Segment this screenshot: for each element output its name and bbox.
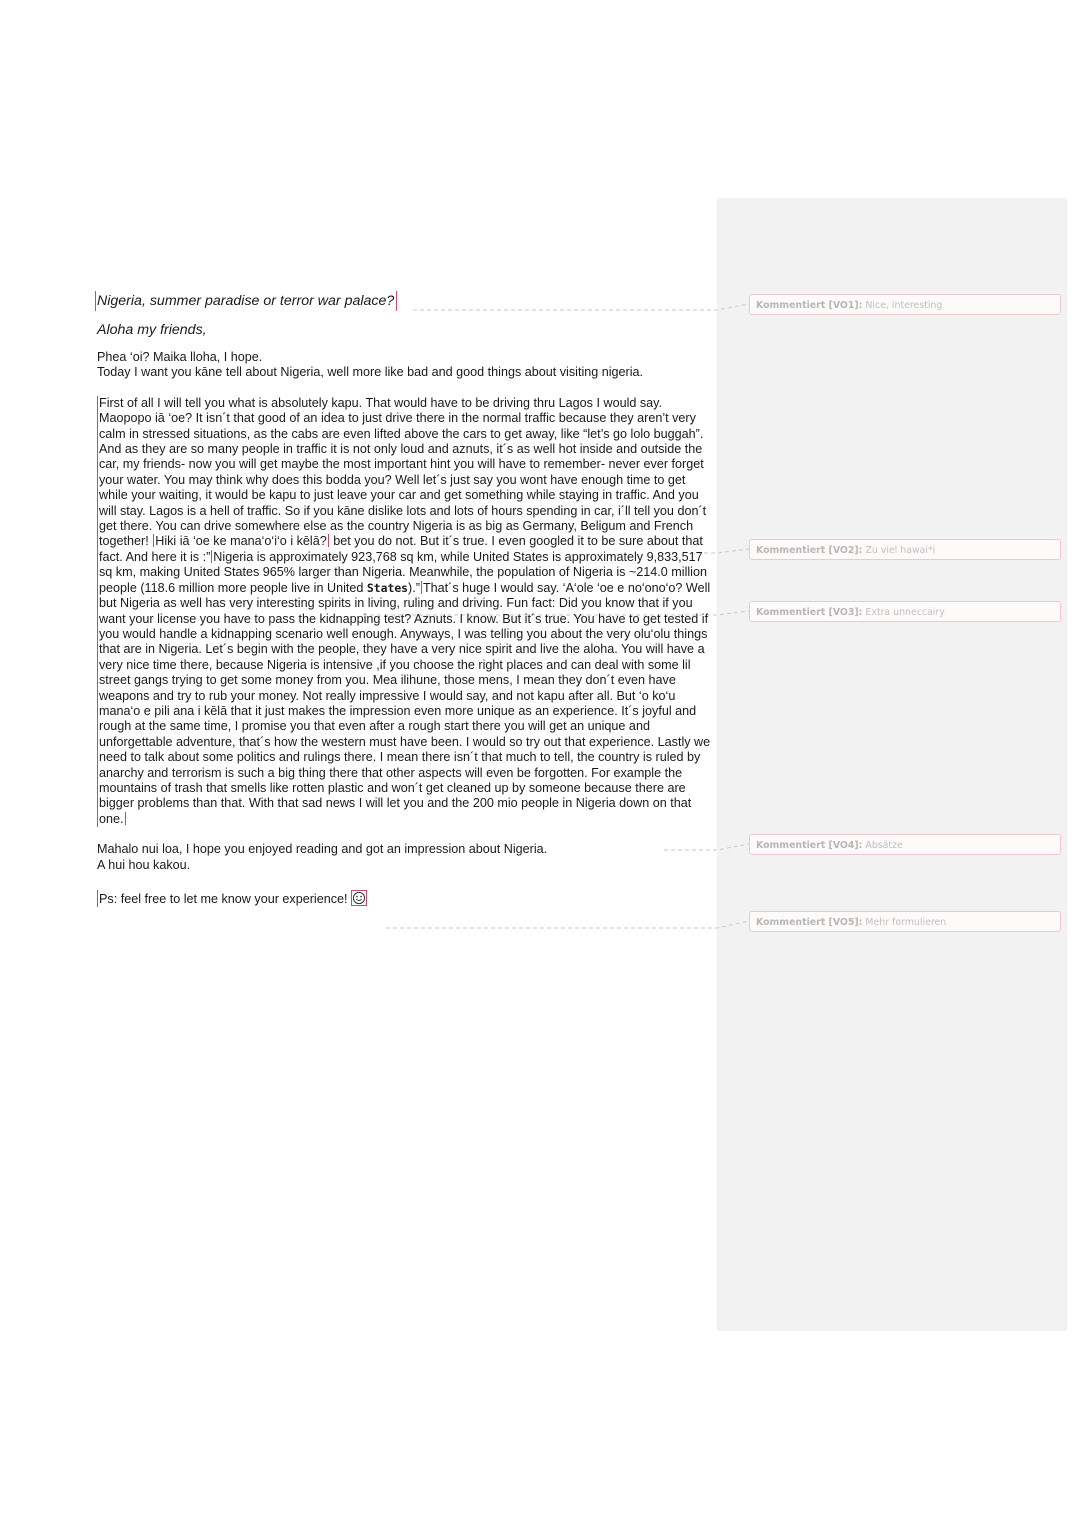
comment-vo2[interactable] (749, 539, 1061, 560)
comment-vo3[interactable] (749, 601, 1061, 622)
comment-anchor-vo3-end (421, 581, 422, 594)
closing-line-2: A hui hou kakou. (97, 857, 191, 872)
comment-vo5[interactable] (749, 911, 1061, 932)
body-part-3: That´s huge I would say. ‘A‘ole ‘oe e no‘ono‘o? Well but Nigeria as well has very interesting spirits in living, ruling and driving. Fun fact: Did you know that if you want your license you have to pass the kidnapping test? Aznuts. I know. But it´s true. You have to get tested if you would handle a kidnapping scenario well enough. Anyways, I was telling you about the very olu‘olu things that are in Nigeria. Let´s begin with the people, they have a very nice spirit and live the aloha. You will have a very nice time there, because Nigeria is intensive ,if you choose the right places and can deal with some lil street gangs trying to get some money from you. Mea ilihune, those mens, I mean they don´t even have weapons and try to rub your money. Not really impressive I would say, and not kapu after all. But ‘o ko‘u mana‘o e pili ana i kēlā that it just makes the impression even more unique as an experience. It´s joyful and rough at the same time, I promise you that even after a rough start there you will get an unique and unforgettable adventure, that´s how the western must have been. I would so try out that experience. Lastly we need to talk about some politics and rulings there. I mean there isn´t that much to tell, the country is ruled by anarchy and terrorism is such a big thing there that other aspects will even be forgotten. For example the mountains of trash that smells like rotten plastic and won´t get cleaned up by someone because there are bigger problems than that. With that sad news I will let you and the 200 mio people in Nigeria down on that one. (99, 580, 711, 826)
postscript-text: Ps: feel free to let me know your experience! (99, 892, 348, 906)
body-hawaiian-phrase: Hiki iā ‘oe ke mana‘o‘i‘o i kēlā? (155, 534, 327, 549)
document-title: Nigeria, summer paradise or terror war palace? (95, 291, 397, 311)
body-part-2: bet you do not. But it´s true. I even googled it to be sure about that fact. And here it is :” (99, 534, 703, 564)
smiley-icon (351, 890, 367, 906)
comment-text: Absätze (865, 840, 903, 851)
comment-label: Kommentiert [VO1]: (756, 300, 863, 311)
main-paragraph (97, 396, 713, 827)
greeting: Aloha my friends, (97, 322, 207, 338)
comment-text: Nice, interesting (865, 300, 943, 311)
comment-label: Kommentiert [VO3]: (756, 607, 863, 618)
document-body (97, 291, 713, 907)
postscript (97, 890, 713, 907)
comment-text: Zu viel hawai*i (865, 545, 936, 556)
comment-label: Kommentiert [VO5]: (756, 917, 863, 928)
comment-label: Kommentiert [VO4]: (756, 840, 863, 851)
comment-label: Kommentiert [VO2]: (756, 545, 863, 556)
comment-text: Extra unneccairy (865, 607, 945, 618)
comment-vo1[interactable] (749, 294, 1061, 315)
intro-line-2: Today I want you kāne tell about Nigeria, well more like bad and good things about visiting nigeria. (97, 365, 644, 380)
intro-line-1: Phea ‘oi? Maika lloha, I hope. (97, 350, 263, 364)
comment-anchor-vo4 (125, 812, 126, 825)
comment-anchor-vo2-end (328, 534, 329, 547)
body-quote-end: ).” (408, 580, 420, 595)
closing-line-1: Mahalo nui loa, I hope you enjoyed reading and got an impression about Nigeria. (97, 842, 548, 857)
comment-vo4[interactable] (749, 834, 1061, 855)
intro-paragraph (97, 350, 713, 381)
closing-paragraph (97, 842, 713, 873)
body-part-1: First of all I will tell you what is absolutely kapu. That would have to be driving thru Lagos I would say. Maopopo iā ‘oe? It isn´t that good of an idea to just drive there in the normal traffic because they aren’t very calm in stressed situations, as the cabs are even lifted above the cars to get away, like “let’s go lolo buggah”. And as they are so many people in traffic it is not only loud and aznuts, it´s as well hot inside and outside the car, my friends- now you will get maybe the most important hint you will have to remember- never ever forget your water. You may think why does this bodda you? Well let´s just say you wont have enough time to get while your waiting, it would be kapu to just leave your car and get something while staying in traffic. And you will stay. Lagos is a hell of traffic. So if you kāne dislike lots and lots of hours spending in car, i´ll tell you don´t get there. You can drive somewhere else as the country Nigeria is as big as Germany, Beligum and French together! (99, 395, 707, 549)
body-quote: Nigeria is approximately 923,768 sq km, while United States is approximately 9,833,517 sq km, making United States 965% larger than Nigeria. Meanwhile, the population of Nigeria is ~214.0 million people (118.6 million more people live in United (99, 549, 707, 595)
connector-vo5 (386, 921, 749, 928)
comment-text: Mehr formulieren (865, 917, 947, 928)
body-quote-mono: States (366, 580, 409, 595)
